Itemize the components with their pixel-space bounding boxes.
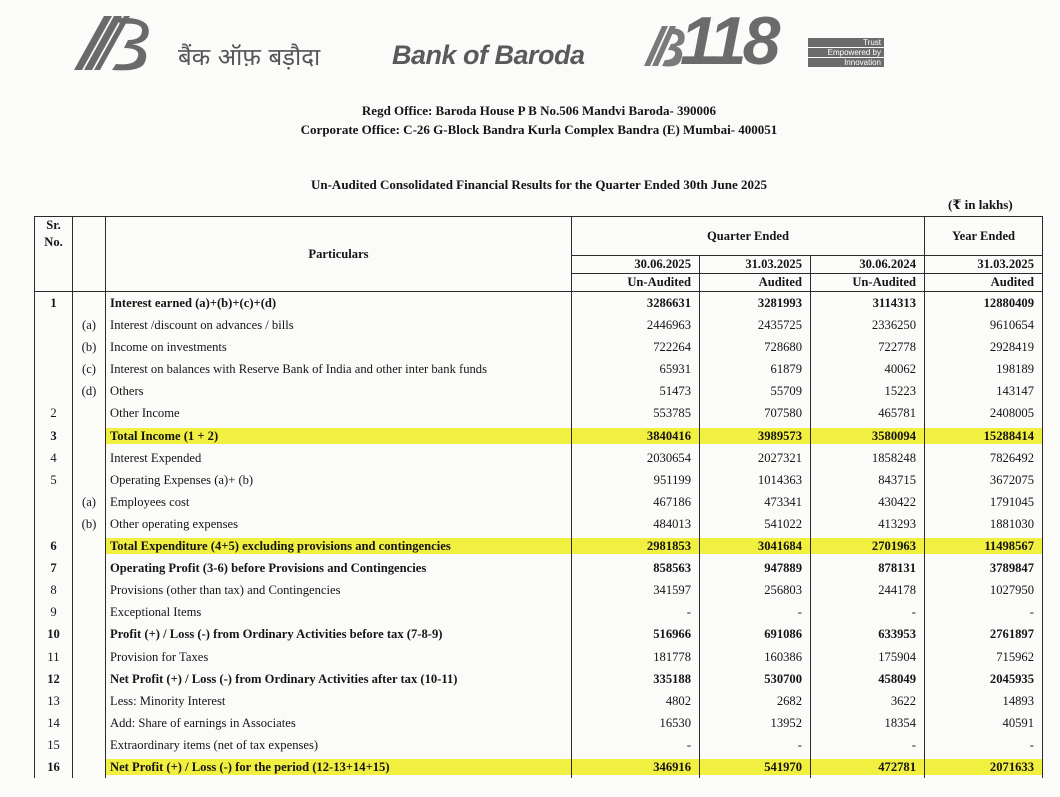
row-sub-item [73, 469, 106, 491]
row-value: 335188 [572, 668, 700, 690]
row-value: 691086 [700, 623, 811, 645]
row-particulars: Others [106, 380, 572, 402]
row-sub-item [73, 447, 106, 469]
row-value: 472781 [811, 756, 925, 778]
row-value: - [572, 601, 700, 623]
row-value: 3789847 [925, 557, 1043, 579]
tagline-line: Empowered by [808, 48, 884, 57]
row-value: 13952 [700, 712, 811, 734]
row-value: 707580 [700, 402, 811, 424]
row-value: 2071633 [925, 756, 1043, 778]
row-value: 2446963 [572, 314, 700, 336]
row-value: 530700 [700, 668, 811, 690]
row-value: 3114313 [811, 292, 925, 315]
row-particulars: Provision for Taxes [106, 646, 572, 668]
row-sub-item [73, 756, 106, 778]
row-value: 541970 [700, 756, 811, 778]
row-value: 3580094 [811, 425, 925, 447]
table-row [35, 535, 1043, 557]
row-value: 175904 [811, 646, 925, 668]
row-sr-no: 7 [35, 557, 73, 579]
header-year-ended: Year Ended [925, 217, 1043, 256]
row-value: 2030654 [572, 447, 700, 469]
row-value: 341597 [572, 579, 700, 601]
table-row [35, 292, 1043, 315]
table-row [35, 358, 1043, 380]
row-sub-item [73, 292, 106, 315]
row-sub-item: (b) [73, 336, 106, 358]
header-date: 31.03.2025 [925, 256, 1043, 274]
row-value: 633953 [811, 623, 925, 645]
row-value: - [572, 734, 700, 756]
row-sr-no [35, 336, 73, 358]
row-sub-item: (b) [73, 513, 106, 535]
row-value: 4802 [572, 690, 700, 712]
row-value: 858563 [572, 557, 700, 579]
header-particulars: Particulars [106, 217, 572, 292]
row-particulars: Interest /discount on advances / bills [106, 314, 572, 336]
row-value: 3286631 [572, 292, 700, 315]
row-sr-no: 14 [35, 712, 73, 734]
row-particulars: Total Income (1 + 2) [106, 425, 572, 447]
row-value: 12880409 [925, 292, 1043, 315]
row-value: 16530 [572, 712, 700, 734]
row-sr-no: 11 [35, 646, 73, 668]
row-sub-item [73, 646, 106, 668]
table-row [35, 601, 1043, 623]
row-value: 2701963 [811, 535, 925, 557]
row-sr-no: 9 [35, 601, 73, 623]
row-value: 40062 [811, 358, 925, 380]
row-sr-no [35, 491, 73, 513]
row-value: 465781 [811, 402, 925, 424]
row-value: 3281993 [700, 292, 811, 315]
row-value: 15288414 [925, 425, 1043, 447]
row-value: - [811, 601, 925, 623]
row-sr-no: 4 [35, 447, 73, 469]
row-sub-item [73, 425, 106, 447]
row-value: 722264 [572, 336, 700, 358]
financial-results-table [34, 216, 1043, 778]
table-row [35, 734, 1043, 756]
row-value: 1027950 [925, 579, 1043, 601]
row-sr-no: 8 [35, 579, 73, 601]
row-sr-no: 12 [35, 668, 73, 690]
row-value: 715962 [925, 646, 1043, 668]
row-value: 2027321 [700, 447, 811, 469]
row-value: 198189 [925, 358, 1043, 380]
table-row [35, 690, 1043, 712]
table-row [35, 668, 1043, 690]
table-row [35, 425, 1043, 447]
row-value: 40591 [925, 712, 1043, 734]
table-row [35, 756, 1043, 778]
table-row [35, 336, 1043, 358]
row-value: 1858248 [811, 447, 925, 469]
row-particulars: Provisions (other than tax) and Contingencies [106, 579, 572, 601]
row-value: 3672075 [925, 469, 1043, 491]
row-particulars: Other Income [106, 402, 572, 424]
anniversary-emblem [640, 2, 890, 80]
row-sr-no: 13 [35, 690, 73, 712]
row-value: 3622 [811, 690, 925, 712]
row-value: 2761897 [925, 623, 1043, 645]
row-value: 1881030 [925, 513, 1043, 535]
row-value: 516966 [572, 623, 700, 645]
table-row [35, 623, 1043, 645]
row-sub-item [73, 402, 106, 424]
row-sr-no: 3 [35, 425, 73, 447]
table-row [35, 557, 1043, 579]
table-row [35, 646, 1043, 668]
table-row [35, 402, 1043, 424]
row-value: 1791045 [925, 491, 1043, 513]
row-value: 55709 [700, 380, 811, 402]
bank-name-hindi: बैंक ऑफ़ बड़ौदा [178, 43, 321, 71]
row-value: 878131 [811, 557, 925, 579]
header-status: Un-Audited [811, 274, 925, 292]
row-value: - [811, 734, 925, 756]
header-sub [73, 217, 106, 292]
row-value: 18354 [811, 712, 925, 734]
anniversary-tagline [808, 38, 884, 68]
row-value: - [700, 601, 811, 623]
row-sr-no: 16 [35, 756, 73, 778]
row-value: 65931 [572, 358, 700, 380]
unit-label: (₹ in lakhs) [948, 197, 1013, 212]
anniversary-number: 118 [680, 3, 777, 79]
header-date: 31.03.2025 [700, 256, 811, 274]
row-value: 484013 [572, 513, 700, 535]
letterhead [0, 0, 1060, 95]
row-value: 3041684 [700, 535, 811, 557]
row-sub-item: (a) [73, 314, 106, 336]
row-sub-item: (c) [73, 358, 106, 380]
tagline-line: Innovation [808, 58, 884, 67]
row-sr-no: 15 [35, 734, 73, 756]
row-particulars: Interest earned (a)+(b)+(c)+(d) [106, 292, 572, 315]
row-value: 61879 [700, 358, 811, 380]
row-value: 2682 [700, 690, 811, 712]
table-row [35, 380, 1043, 402]
row-particulars: Add: Share of earnings in Associates [106, 712, 572, 734]
row-value: 51473 [572, 380, 700, 402]
row-value: 160386 [700, 646, 811, 668]
row-value: 244178 [811, 579, 925, 601]
row-value: 15223 [811, 380, 925, 402]
row-value: 413293 [811, 513, 925, 535]
row-value: 2336250 [811, 314, 925, 336]
row-particulars: Operating Expenses (a)+ (b) [106, 469, 572, 491]
row-value: 2408005 [925, 402, 1043, 424]
row-value: 467186 [572, 491, 700, 513]
row-value: 458049 [811, 668, 925, 690]
row-particulars: Profit (+) / Loss (-) from Ordinary Activities before tax (7-8-9) [106, 623, 572, 645]
row-particulars: Extraordinary items (net of tax expenses) [106, 734, 572, 756]
row-sr-no: 5 [35, 469, 73, 491]
row-value: 843715 [811, 469, 925, 491]
row-value: 143147 [925, 380, 1043, 402]
row-particulars: Operating Profit (3-6) before Provisions and Contingencies [106, 557, 572, 579]
row-sub-item [73, 535, 106, 557]
row-value: 1014363 [700, 469, 811, 491]
row-particulars: Less: Minority Interest [106, 690, 572, 712]
row-sr-no [35, 513, 73, 535]
row-value: 7826492 [925, 447, 1043, 469]
row-sub-item [73, 712, 106, 734]
row-value: 951199 [572, 469, 700, 491]
table-row [35, 712, 1043, 734]
row-particulars: Interest on balances with Reserve Bank of India and other inter bank funds [106, 358, 572, 380]
row-value: - [925, 601, 1043, 623]
row-particulars: Net Profit (+) / Loss (-) for the period (12-13+14+15) [106, 756, 572, 778]
header-status: Un-Audited [572, 274, 700, 292]
corporate-office-address: Corporate Office: C-26 G-Block Bandra Kurla Complex Bandra (E) Mumbai- 400051 [300, 122, 778, 137]
row-particulars: Interest Expended [106, 447, 572, 469]
row-sub-item [73, 579, 106, 601]
row-particulars: Exceptional Items [106, 601, 572, 623]
row-sr-no: 2 [35, 402, 73, 424]
header-quarter-ended: Quarter Ended [572, 217, 925, 256]
row-particulars: Net Profit (+) / Loss (-) from Ordinary Activities after tax (10-11) [106, 668, 572, 690]
row-particulars: Income on investments [106, 336, 572, 358]
header-status: Audited [700, 274, 811, 292]
row-value: 2045935 [925, 668, 1043, 690]
row-sub-item [73, 734, 106, 756]
row-particulars: Total Expenditure (4+5) excluding provisions and contingencies [106, 535, 572, 557]
table-row [35, 579, 1043, 601]
bank-name-english: Bank of Baroda [392, 40, 585, 70]
row-sr-no: 6 [35, 535, 73, 557]
header-date: 30.06.2025 [572, 256, 700, 274]
header-sr-no: Sr. No. [35, 217, 73, 292]
row-value: 14893 [925, 690, 1043, 712]
row-particulars: Employees cost [106, 491, 572, 513]
row-value: - [925, 734, 1043, 756]
table-row [35, 491, 1043, 513]
row-value: 2928419 [925, 336, 1043, 358]
row-sr-no [35, 380, 73, 402]
row-value: 722778 [811, 336, 925, 358]
table-row [35, 447, 1043, 469]
row-sub-item: (d) [73, 380, 106, 402]
row-value: 473341 [700, 491, 811, 513]
row-particulars: Other operating expenses [106, 513, 572, 535]
row-value: 553785 [572, 402, 700, 424]
row-sub-item [73, 601, 106, 623]
row-value: 430422 [811, 491, 925, 513]
row-value: - [700, 734, 811, 756]
bank-of-baroda-logo-icon [64, 8, 156, 76]
table-row [35, 513, 1043, 535]
row-value: 947889 [700, 557, 811, 579]
document-title: Un-Audited Consolidated Financial Results for the Quarter Ended 30th June 2025 [310, 177, 767, 192]
row-value: 9610654 [925, 314, 1043, 336]
row-value: 181778 [572, 646, 700, 668]
row-value: 2981853 [572, 535, 700, 557]
row-value: 3989573 [700, 425, 811, 447]
row-value: 3840416 [572, 425, 700, 447]
header-date: 30.06.2024 [811, 256, 925, 274]
row-value: 11498567 [925, 535, 1043, 557]
row-value: 2435725 [700, 314, 811, 336]
row-value: 256803 [700, 579, 811, 601]
table-row [35, 314, 1043, 336]
row-sub-item [73, 668, 106, 690]
table-row [35, 469, 1043, 491]
row-sr-no: 1 [35, 292, 73, 315]
row-value: 541022 [700, 513, 811, 535]
row-sub-item: (a) [73, 491, 106, 513]
header-status: Audited [925, 274, 1043, 292]
row-value: 728680 [700, 336, 811, 358]
row-sub-item [73, 690, 106, 712]
row-sr-no: 10 [35, 623, 73, 645]
row-sr-no [35, 314, 73, 336]
row-value: 346916 [572, 756, 700, 778]
row-sub-item [73, 557, 106, 579]
row-sub-item [73, 623, 106, 645]
registered-office-address: Regd Office: Baroda House P B No.506 Mandvi Baroda- 390006 [361, 103, 717, 118]
row-sr-no [35, 358, 73, 380]
tagline-line: Trust [808, 38, 884, 47]
